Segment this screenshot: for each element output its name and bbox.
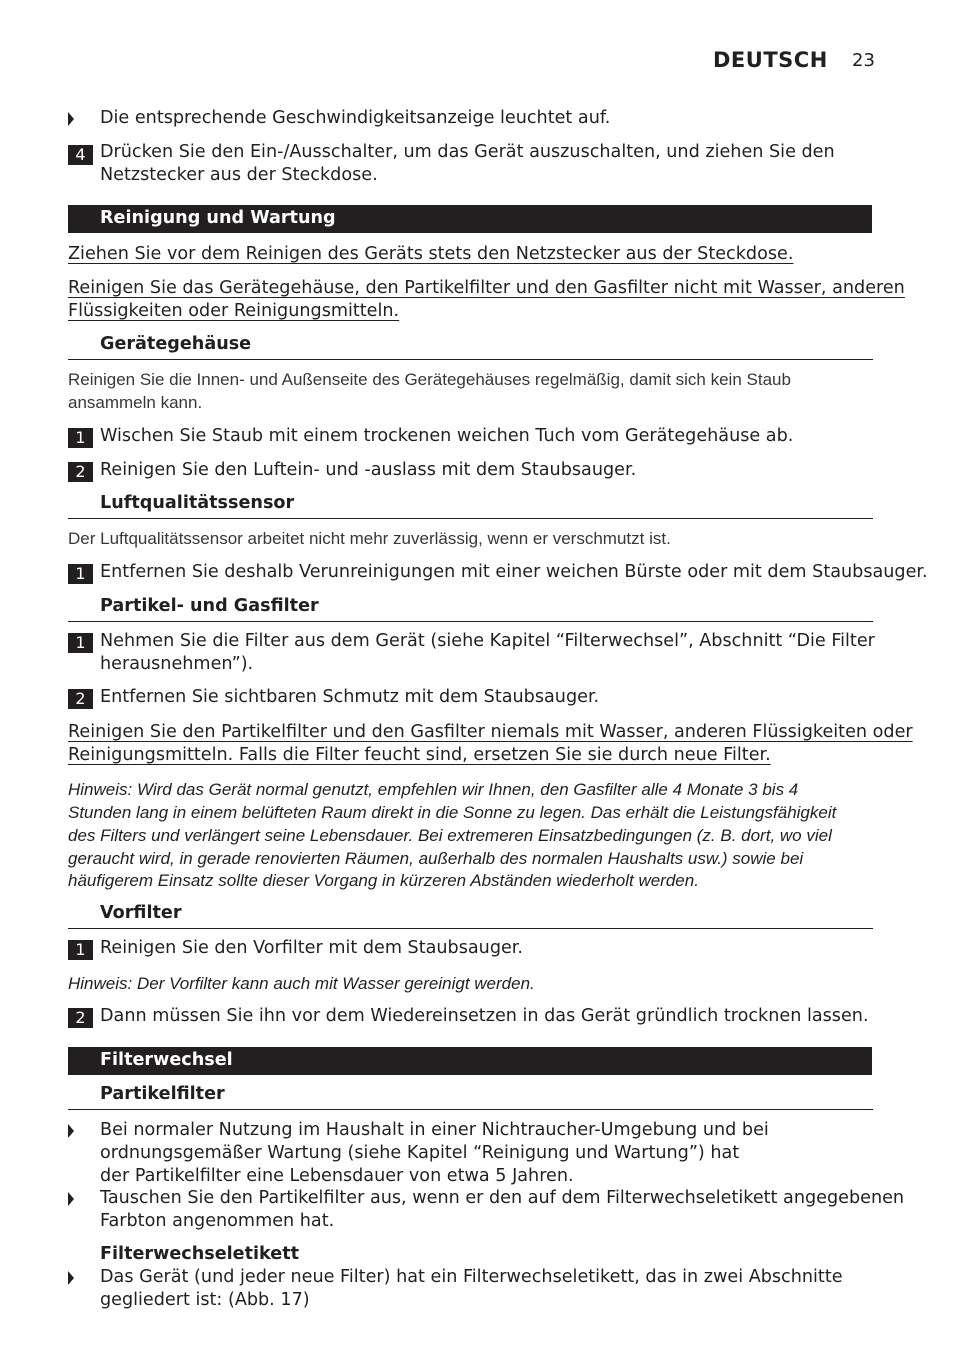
divider <box>68 518 873 519</box>
step-number: 1 <box>68 940 93 960</box>
subsection-title: Partikelfilter <box>100 1084 225 1104</box>
language-label: DEUTSCH <box>713 48 828 72</box>
bullet-text: gegliedert ist: (Abb. 17) <box>100 1290 310 1310</box>
bullet-triangle-icon <box>68 1271 74 1285</box>
step-text: Wischen Sie Staub mit einem trockenen weichen Tuch vom Gerätegehäuse ab. <box>100 426 794 446</box>
step-number: 1 <box>68 564 93 584</box>
bullet-text: ordnungsgemäßer Wartung (siehe Kapitel “Reinigung und Wartung”) hat <box>100 1143 740 1163</box>
step-text: Dann müssen Sie ihn vor dem Wiedereinsetzen in das Gerät gründlich trocknen lassen. <box>100 1006 869 1026</box>
step-number: 2 <box>68 1008 93 1028</box>
bullet-triangle-icon <box>68 1124 74 1138</box>
step-number: 2 <box>68 462 93 482</box>
subsection-title: Partikel- und Gasfilter <box>100 596 319 616</box>
step-text: herausnehmen”). <box>100 654 254 674</box>
body-text: Reinigen Sie die Innen- und Außenseite des Gerätegehäuses regelmäßig, damit sich kein Staub <box>68 370 791 389</box>
note-text: häufigerem Einsatz sollte dieser Vorgang in kürzeren Abständen wiederholt werden. <box>68 871 699 890</box>
subsection-title: Filterwechseletikett <box>100 1244 300 1264</box>
section-header-bar <box>68 1047 872 1075</box>
step-text: Entfernen Sie sichtbaren Schmutz mit dem Staubsauger. <box>100 687 600 707</box>
bullet-text: Die entsprechende Geschwindigkeitsanzeige leuchtet auf. <box>100 108 611 128</box>
warning-text: Ziehen Sie vor dem Reinigen des Geräts stets den Netzstecker aus der Steckdose. <box>68 244 794 264</box>
bullet-text: Das Gerät (und jeder neue Filter) hat ein Filterwechseletikett, das in zwei Abschnitte <box>100 1267 843 1287</box>
step-text: Entfernen Sie deshalb Verunreinigungen mit einer weichen Bürste oder mit dem Staubsauger. <box>100 562 928 582</box>
step-number: 1 <box>68 428 93 448</box>
section-title: Reinigung und Wartung <box>100 208 336 228</box>
note-text: Stunden lang in einem belüfteten Raum direkt in die Sonne zu legen. Das erhält die Leistungsfähigkeit <box>68 803 837 822</box>
step-number: 2 <box>68 689 93 709</box>
warning-text: Reinigen Sie den Partikelfilter und den Gasfilter niemals mit Wasser, anderen Flüssigkeiten oder <box>68 722 913 742</box>
step-number: 4 <box>68 145 93 165</box>
step-text: Drücken Sie den Ein-/Ausschalter, um das Gerät auszuschalten, und ziehen Sie den <box>100 142 835 162</box>
bullet-text: der Partikelfilter eine Lebensdauer von etwa 5 Jahren. <box>100 1166 574 1186</box>
divider <box>68 1109 873 1110</box>
body-text: ansammeln kann. <box>68 393 203 412</box>
note-text: Hinweis: Der Vorfilter kann auch mit Wasser gereinigt werden. <box>68 974 535 993</box>
warning-text: Reinigen Sie das Gerätegehäuse, den Partikelfilter und den Gasfilter nicht mit Wasser, anderen <box>68 278 905 298</box>
bullet-text: Tauschen Sie den Partikelfilter aus, wenn er den auf dem Filterwechseletikett angegebenen <box>100 1188 905 1208</box>
divider <box>68 621 873 622</box>
section-title: Filterwechsel <box>100 1050 233 1070</box>
divider <box>68 928 873 929</box>
step-text: Netzstecker aus der Steckdose. <box>100 165 378 185</box>
page-number: 23 <box>852 50 875 71</box>
bullet-triangle-icon <box>68 1192 74 1206</box>
step-number: 1 <box>68 633 93 653</box>
warning-text: Flüssigkeiten oder Reinigungsmitteln. <box>68 301 400 321</box>
section-header-bar <box>68 205 872 233</box>
body-text: Der Luftqualitätssensor arbeitet nicht mehr zuverlässig, wenn er verschmutzt ist. <box>68 529 671 548</box>
subsection-title: Vorfilter <box>100 903 182 923</box>
subsection-title: Luftqualitätssensor <box>100 493 295 513</box>
divider <box>68 359 873 360</box>
bullet-text: Bei normaler Nutzung im Haushalt in einer Nichtraucher-Umgebung und bei <box>100 1120 769 1140</box>
note-text: geraucht wird, in gerade renovierten Räumen, außerhalb des normalen Haushalts usw.) sowie bei <box>68 849 804 868</box>
step-text: Nehmen Sie die Filter aus dem Gerät (siehe Kapitel “Filterwechsel”, Abschnitt “Die Filter <box>100 631 875 651</box>
warning-text: Reinigungsmitteln. Falls die Filter feucht sind, ersetzen Sie sie durch neue Filter. <box>68 745 771 765</box>
step-text: Reinigen Sie den Luftein- und -auslass mit dem Staubsauger. <box>100 460 637 480</box>
note-text: Hinweis: Wird das Gerät normal genutzt, empfehlen wir Ihnen, den Gasfilter alle 4 Monate 3 bis 4 <box>68 780 799 799</box>
bullet-text: Farbton angenommen hat. <box>100 1211 335 1231</box>
step-text: Reinigen Sie den Vorfilter mit dem Staubsauger. <box>100 938 524 958</box>
subsection-title: Gerätegehäuse <box>100 334 252 354</box>
note-text: des Filters und verlängert seine Lebensdauer. Bei extremeren Einsatzbedingungen (z. B. dort, wo viel <box>68 826 832 845</box>
bullet-triangle-icon <box>68 112 74 126</box>
